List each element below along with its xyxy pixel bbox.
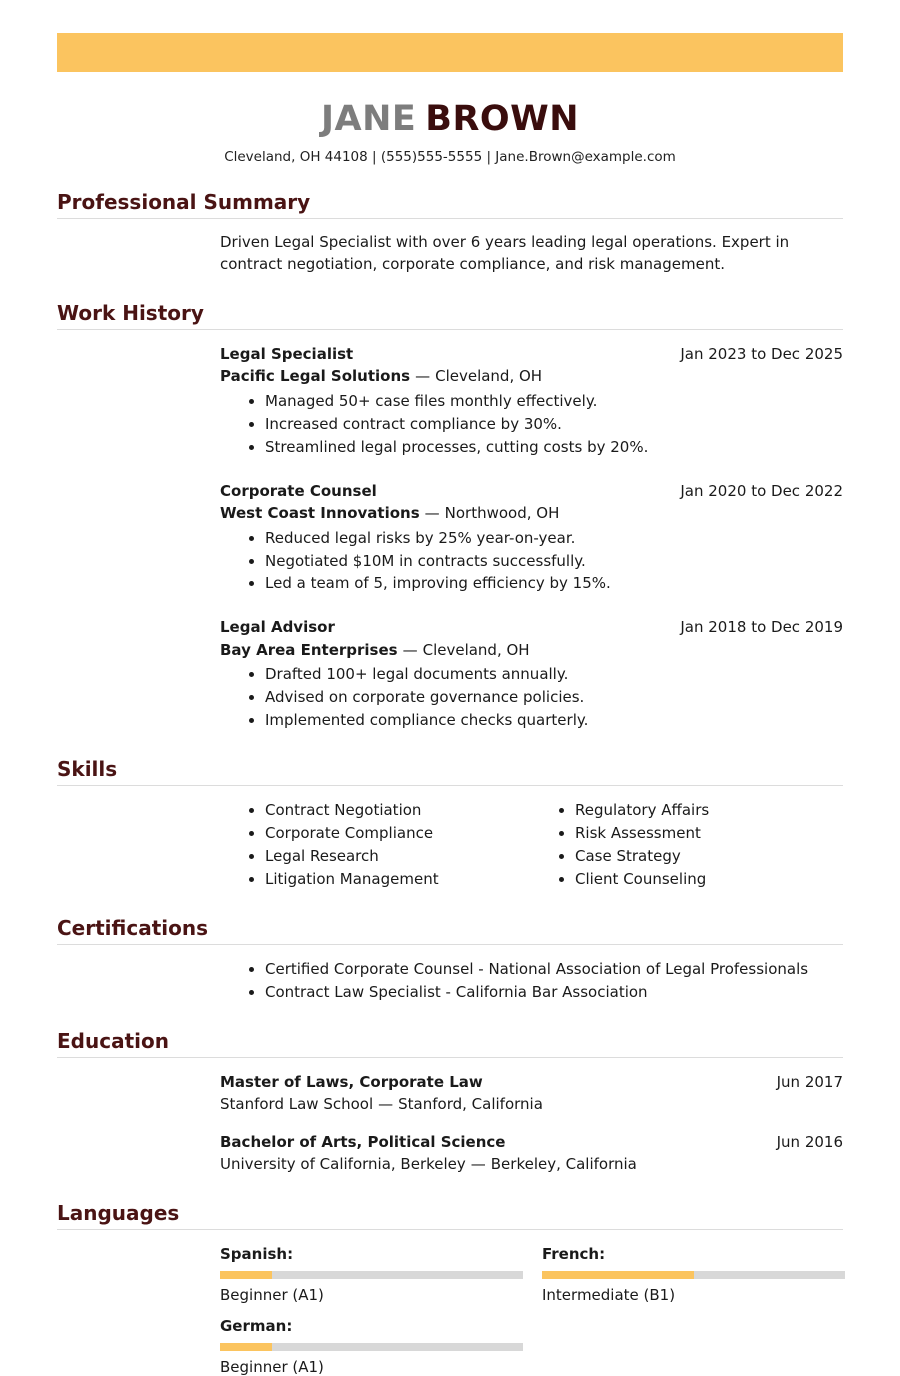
work-history-content — [220, 343, 843, 732]
skills-column-2 — [530, 799, 709, 891]
degree-title: Master of Laws, Corporate Law — [220, 1072, 483, 1091]
school-name: Stanford Law School — [220, 1095, 374, 1114]
school-location: Berkeley, California — [490, 1155, 637, 1174]
summary-content — [220, 232, 843, 276]
job-company: Bay Area Enterprises — [220, 640, 398, 659]
job-header — [220, 616, 843, 639]
job-header — [220, 480, 843, 503]
section-title-education: Education — [57, 1029, 843, 1058]
language-progress-fill — [220, 1271, 272, 1279]
em-dash: — — [424, 504, 440, 523]
skill-item: • Corporate Compliance — [265, 822, 530, 845]
certification-list — [220, 958, 843, 1004]
job-company-line — [220, 502, 843, 525]
section-certifications — [57, 916, 843, 1004]
job-bullet: • Drafted 100+ legal documents annually. — [265, 663, 843, 686]
degree-date: Jun 2016 — [776, 1132, 843, 1151]
skill-item: • Contract Negotiation — [265, 799, 530, 822]
language-progress-track — [220, 1271, 523, 1279]
job-bullet-list — [220, 527, 843, 596]
job-bullet: • Negotiated $10M in contracts successfully. — [265, 550, 843, 573]
section-title-languages: Languages — [57, 1201, 843, 1230]
language-level: Beginner (A1) — [220, 1285, 324, 1304]
section-title-work-history: Work History — [57, 301, 843, 330]
languages-grid — [220, 1245, 843, 1376]
language-item — [220, 1245, 523, 1304]
section-education — [57, 1029, 843, 1176]
languages-content — [220, 1245, 843, 1376]
summary-text: Driven Legal Specialist with over 6 years leading legal operations. Expert in contract negotiation, corporate compliance, and risk management. — [220, 233, 790, 273]
section-professional-summary — [57, 190, 843, 276]
language-level: Intermediate (B1) — [542, 1285, 676, 1304]
job-bullet: • Led a team of 5, improving efficiency by 15%. — [265, 572, 843, 595]
job-company-line — [220, 639, 843, 662]
language-level: Beginner (A1) — [220, 1357, 324, 1376]
em-dash: — — [402, 640, 418, 659]
skill-item: • Regulatory Affairs — [575, 799, 709, 822]
section-languages — [57, 1201, 843, 1376]
language-progress-fill — [220, 1343, 272, 1351]
job-header — [220, 343, 843, 366]
job-bullet: • Streamlined legal processes, cutting costs by 20%. — [265, 436, 843, 459]
job-title: Legal Advisor — [220, 618, 335, 637]
job-title: Legal Specialist — [220, 344, 354, 363]
job-location: Northwood, OH — [444, 504, 560, 523]
job-bullet: • Advised on corporate governance policies. — [265, 686, 843, 709]
job-company: Pacific Legal Solutions — [220, 367, 411, 386]
certification-item: • Certified Corporate Counsel - National Association of Legal Professionals — [265, 958, 843, 981]
job-bullet-list — [220, 663, 843, 732]
section-title-professional-summary: Professional Summary — [57, 190, 843, 219]
job-bullet: • Reduced legal risks by 25% year-on-year. — [265, 527, 843, 550]
education-entry — [220, 1071, 843, 1116]
job-location: Cleveland, OH — [435, 367, 543, 386]
education-entry — [220, 1131, 843, 1176]
skill-item: • Case Strategy — [575, 845, 709, 868]
language-item — [220, 1317, 523, 1376]
candidate-name — [57, 99, 843, 139]
education-content — [220, 1071, 843, 1176]
skills-content — [220, 799, 843, 891]
certification-item: • Contract Law Specialist - California Bar Association — [265, 981, 843, 1004]
job-company: West Coast Innovations — [220, 504, 420, 523]
school-name: University of California, Berkeley — [220, 1155, 466, 1174]
degree-title: Bachelor of Arts, Political Science — [220, 1132, 506, 1151]
language-progress-track — [220, 1343, 523, 1351]
job-bullet: • Increased contract compliance by 30%. — [265, 413, 843, 436]
em-dash: — — [470, 1155, 486, 1174]
skill-item: • Risk Assessment — [575, 822, 709, 845]
education-header — [220, 1131, 843, 1154]
job-dates: Jan 2018 to Dec 2019 — [680, 618, 843, 637]
school-line — [220, 1153, 843, 1176]
section-title-skills: Skills — [57, 757, 843, 786]
language-name: French: — [542, 1244, 606, 1263]
skill-item: • Client Counseling — [575, 868, 709, 891]
skill-item: • Legal Research — [265, 845, 530, 868]
job-entry — [220, 343, 843, 459]
job-dates: Jan 2023 to Dec 2025 — [680, 344, 843, 363]
job-title: Corporate Counsel — [220, 481, 377, 500]
section-title-certifications: Certifications — [57, 916, 843, 945]
job-location: Cleveland, OH — [422, 640, 530, 659]
language-item — [542, 1245, 845, 1304]
em-dash: — — [415, 367, 431, 386]
job-bullet: • Implemented compliance checks quarterly. — [265, 709, 843, 732]
language-progress-track — [542, 1271, 845, 1279]
skill-item: • Litigation Management — [265, 868, 530, 891]
last-name: BROWN — [425, 99, 580, 139]
school-location: Stanford, California — [398, 1095, 543, 1114]
accent-banner — [57, 33, 843, 72]
em-dash: — — [378, 1095, 394, 1114]
first-name: JANE — [320, 99, 417, 139]
contact-line: Cleveland, OH 44108 | (555)555-5555 | Jane.Brown@example.com — [224, 149, 676, 166]
certifications-content — [220, 958, 843, 1004]
language-name: Spanish: — [220, 1244, 294, 1263]
job-entry — [220, 616, 843, 732]
language-name: German: — [220, 1316, 293, 1335]
section-skills — [57, 757, 843, 891]
education-header — [220, 1071, 843, 1094]
job-entry — [220, 480, 843, 596]
skills-column-1 — [220, 799, 530, 891]
section-work-history — [57, 301, 843, 732]
job-bullet-list — [220, 390, 843, 459]
job-bullet: • Managed 50+ case files monthly effectively. — [265, 390, 843, 413]
language-progress-fill — [542, 1271, 694, 1279]
job-dates: Jan 2020 to Dec 2022 — [680, 481, 843, 500]
job-company-line — [220, 365, 843, 388]
school-line — [220, 1093, 843, 1116]
degree-date: Jun 2017 — [776, 1072, 843, 1091]
skills-columns — [220, 799, 843, 891]
